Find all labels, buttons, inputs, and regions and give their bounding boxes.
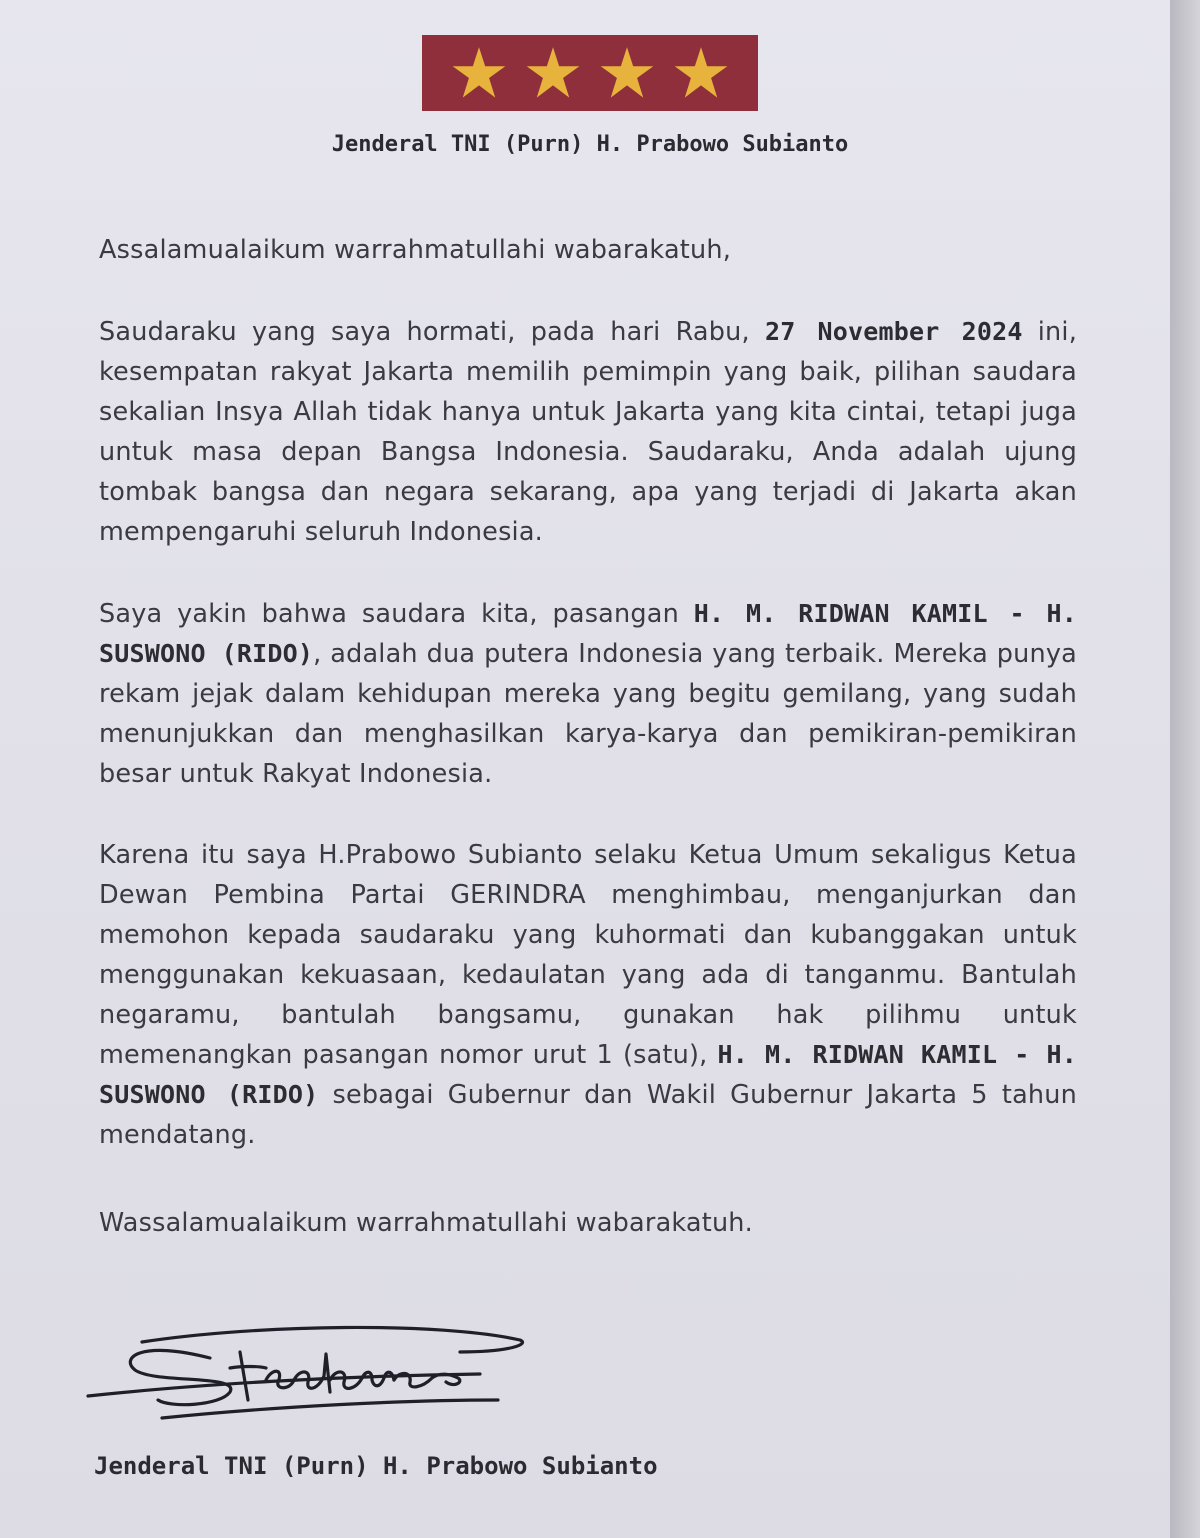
paragraph-3-text [99, 835, 1077, 1155]
star-icon [451, 45, 507, 101]
paragraph-1 [99, 312, 1077, 552]
page-edge-shadow [1170, 0, 1200, 1538]
greeting-text: Assalamualaikum warrahmatullahi wabarakatuh, [99, 235, 732, 265]
paragraph-1-text [99, 312, 1077, 552]
paragraph-2-text [99, 594, 1077, 794]
paragraph-2 [99, 594, 1077, 794]
closing-text: Wassalamualaikum warrahmatullahi wabarakatuh. [99, 1208, 753, 1238]
star-icon [673, 45, 729, 101]
handwritten-signature [80, 1318, 540, 1448]
election-date: 27 November 2024 [764, 317, 1023, 346]
greeting [99, 230, 1077, 270]
candidate-pair-name: H. M. RIDWAN KAMIL - H. SUSWONO (RIDO) [99, 1040, 1077, 1109]
paragraph-3-text-b: sebagai Gubernur dan Wakil Gubernur Jakarta 5 tahun mendatang. [99, 1080, 1077, 1150]
candidate-pair-name: H. M. RIDWAN KAMIL - H. SUSWONO (RIDO) [99, 599, 1077, 668]
star-icon [525, 45, 581, 101]
paragraph-1-text-a: Saudaraku yang saya hormati, pada hari Rabu, [99, 317, 765, 347]
paragraph-3-text-a: Karena itu saya H.Prabowo Subianto selaku Ketua Umum sekaligus Ketua Dewan Pembina Partai GERINDRA menghimbau, menganjurkan dan memohon kepada saudaraku yang kuhormati dan kubanggakan untuk menggunakan kekuasaan, kedaulatan yang ada di tanganmu. Bantulah negaramu, bantulah bangsamu, gunakan hak pilihmu untuk memenangkan pasangan nomor urut 1 (satu), [99, 840, 1077, 1070]
four-star-banner [422, 35, 758, 111]
signatory-name: Jenderal TNI (Purn) H. Prabowo Subianto [94, 1452, 658, 1480]
paragraph-1-text-b: ini, kesempatan rakyat Jakarta memilih pemimpin yang baik, pilihan saudara sekalian Insya Allah tidak hanya untuk Jakarta yang kita cintai, tetapi juga untuk masa depan Bangsa Indonesia. Saudaraku, Anda adalah ujung tombak bangsa dan negara sekarang, apa yang terjadi di Jakarta akan mempengaruhi seluruh Indonesia. [99, 317, 1077, 547]
paragraph-2-text-a: Saya yakin bahwa saudara kita, pasangan [99, 599, 694, 629]
star-icon [599, 45, 655, 101]
letterhead-title: Jenderal TNI (Purn) H. Prabowo Subianto [331, 132, 849, 157]
paragraph-2-text-b: , adalah dua putera Indonesia yang terbaik. Mereka punya rekam jejak dalam kehidupan mereka yang begitu gemilang, yang sudah menunjukkan dan menghasilkan karya-karya dan pemikiran-pemikiran besar untuk Rakyat Indonesia. [99, 639, 1077, 789]
closing [99, 1203, 1077, 1243]
paragraph-3 [99, 835, 1077, 1155]
